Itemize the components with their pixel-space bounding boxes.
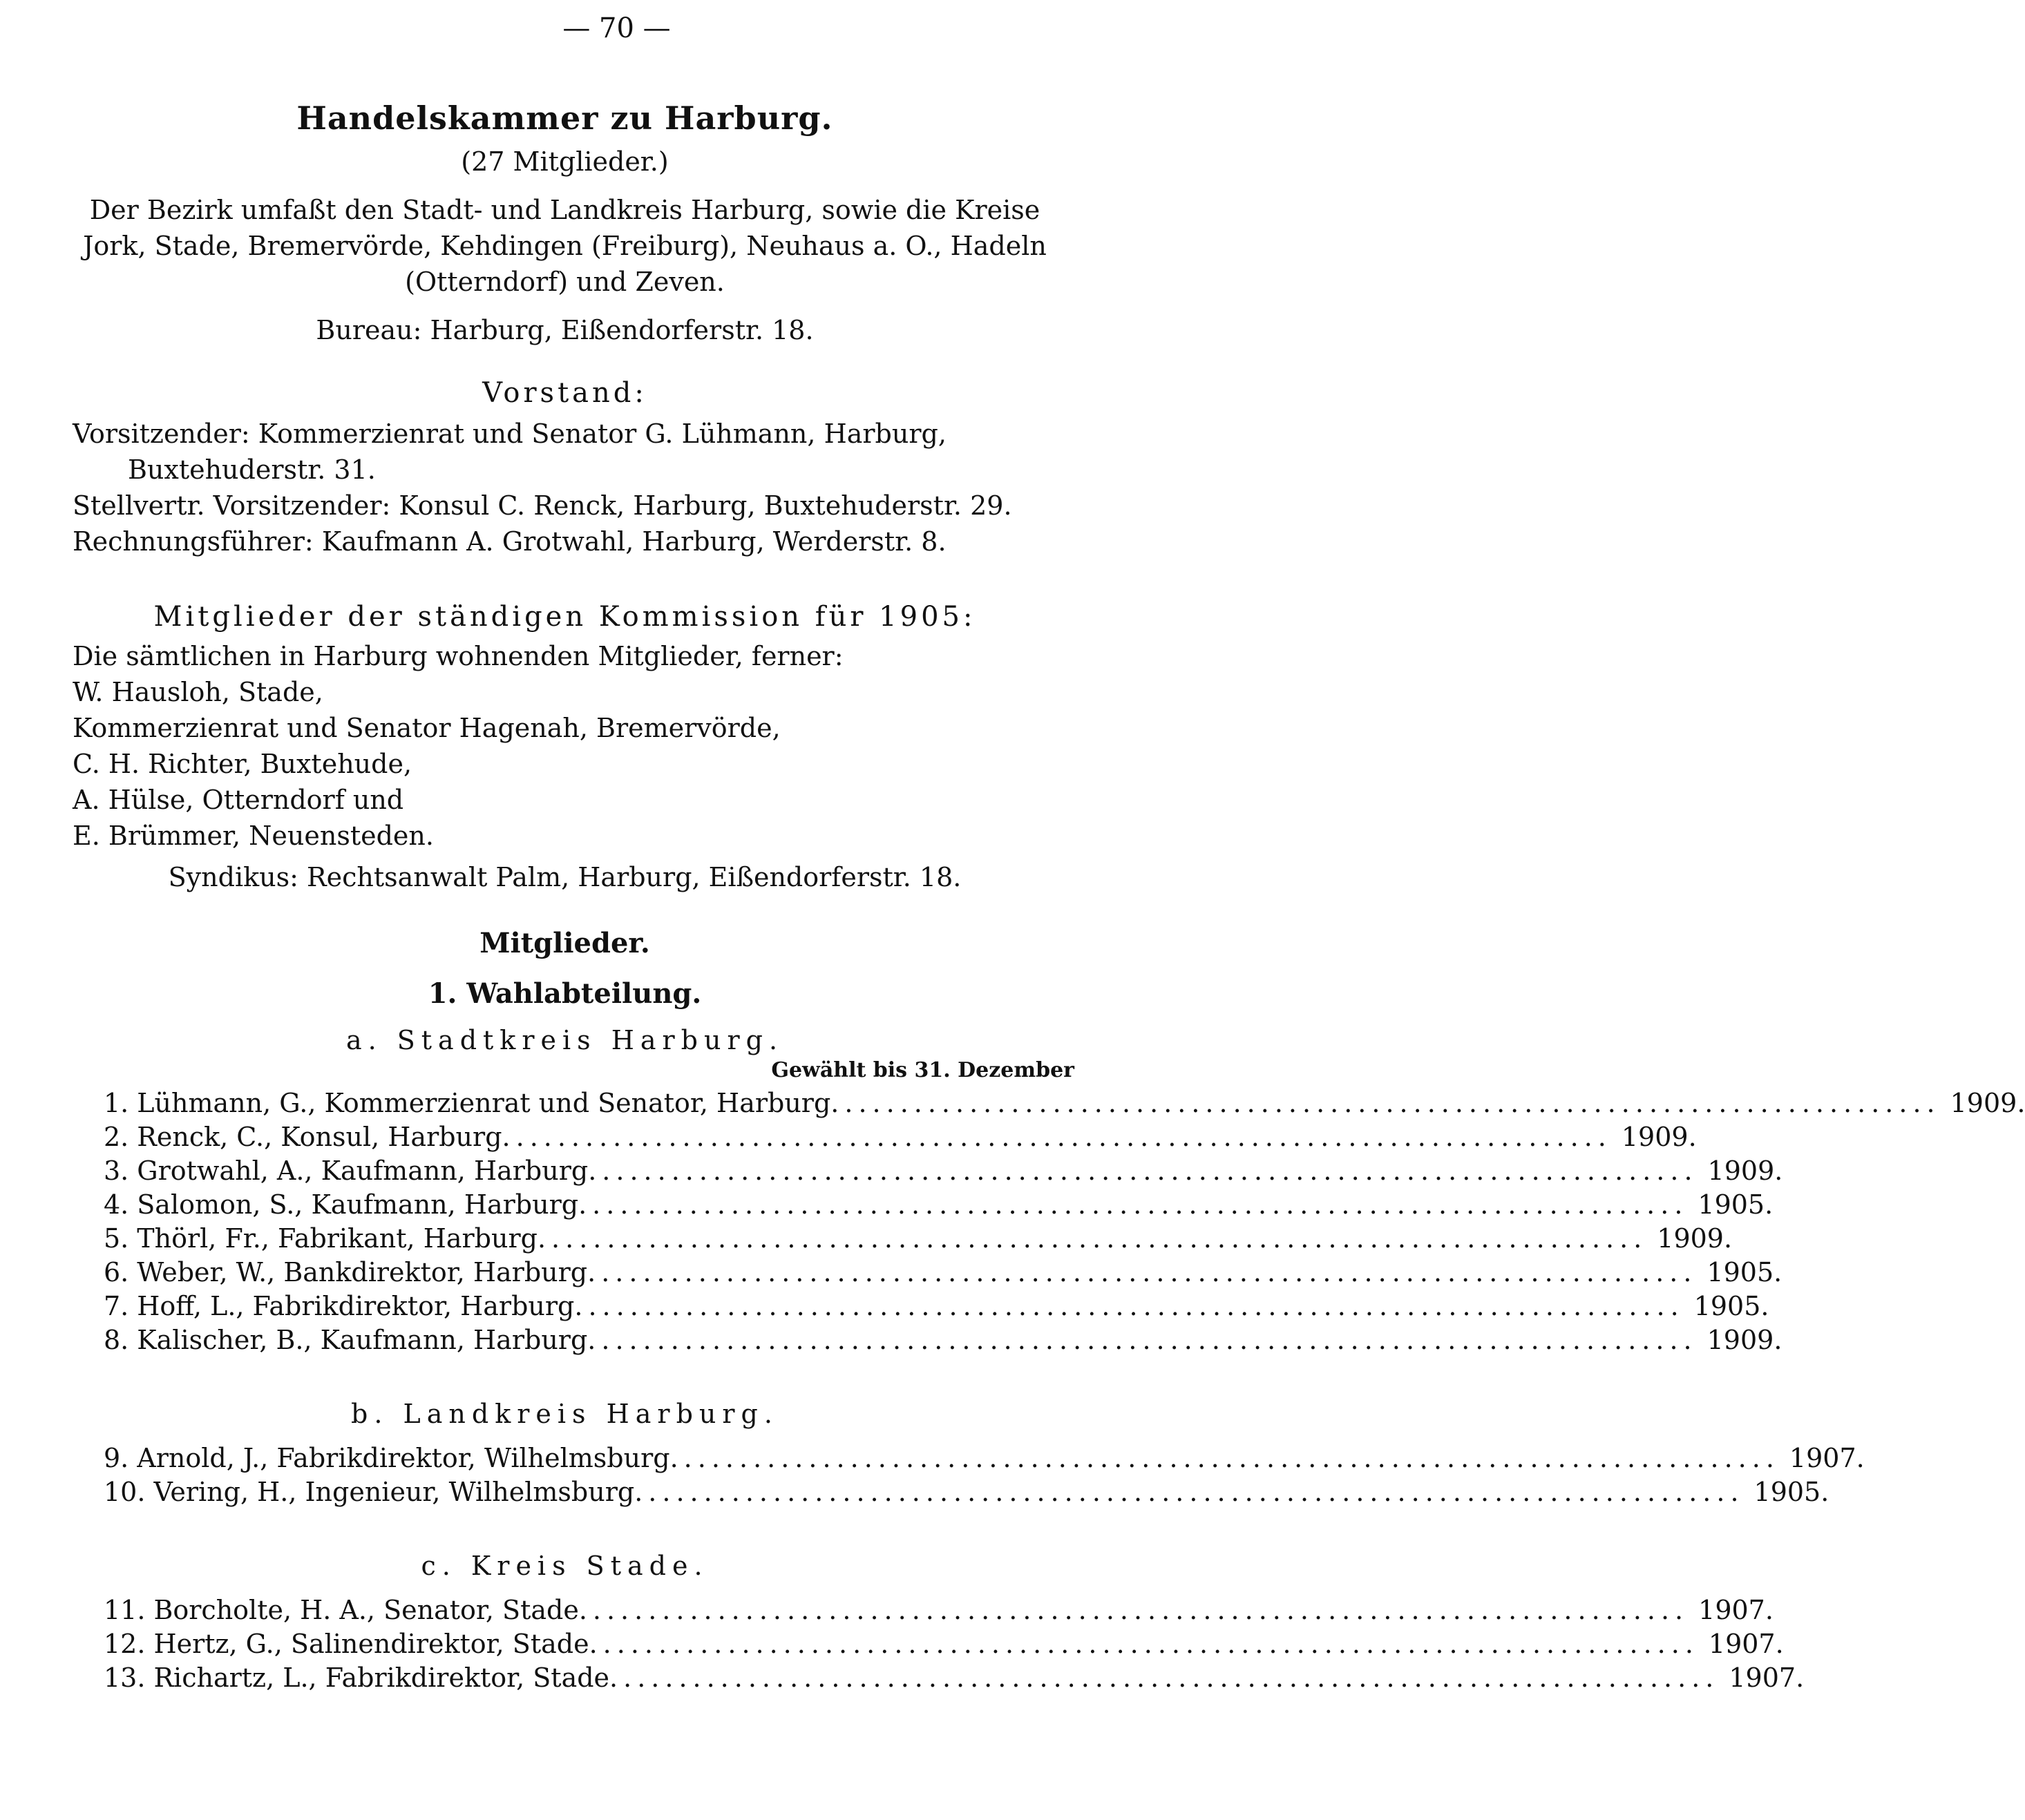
member-row [104, 1188, 1774, 1222]
member-row [104, 1593, 1774, 1627]
member-entry: Salomon, S., Kaufmann, Harburg [137, 1189, 579, 1220]
district-description: Der Bezirk umfaßt den Stadt- und Landkreis Harburg, sowie die Kreise Jork, Stade, Bremervörde, Kehdingen (Freiburg), Neuhaus a. O., Hadeln (Otterndorf) und Zeven. [83, 195, 1047, 297]
member-entry: Borcholte, H. A., Senator, Stade [153, 1595, 579, 1625]
member-row [104, 1475, 1829, 1509]
member-row [104, 1256, 1782, 1290]
member-row [104, 1086, 2025, 1120]
member-entry: Kalischer, B., Kaufmann, Harburg [137, 1325, 588, 1355]
commission-heading: Mitglieder der ständigen Kommission für 1905: [153, 601, 976, 633]
member-row [104, 1154, 1783, 1188]
member-elected-until: 1905. [1706, 1257, 1782, 1287]
member-number: 1. [104, 1088, 129, 1118]
syndikus: Syndikus: Rechtsanwalt Palm, Harburg, Eißendorferstr. 18. [168, 862, 962, 892]
member-elected-until: 1909. [1706, 1325, 1782, 1355]
leader-dots: ................................................................................ [587, 1325, 1698, 1355]
section-title: b. Landkreis Harburg. [351, 1399, 779, 1429]
leader-dots: ................................................................................ [634, 1477, 1744, 1507]
commission-line: Kommerzienrat und Senator Hagenah, Bremervörde, [73, 713, 781, 743]
member-entry: Thörl, Fr., Fabrikant, Harburg [137, 1223, 538, 1254]
member-entry: Hoff, L., Fabrikdirektor, Harburg [137, 1291, 575, 1321]
member-number: 8. [104, 1325, 129, 1355]
vorstand-chair: Vorsitzender: Kommerzienrat und Senator G. Lühmann, Harburg, Buxtehuderstr. 31. [73, 419, 947, 485]
member-entry: Vering, H., Ingenieur, Wilhelmsburg [153, 1477, 635, 1507]
commission-list [73, 638, 1057, 854]
member-entry: Weber, W., Bankdirektor, Harburg [137, 1257, 588, 1287]
leader-dots: ................................................................................ [537, 1223, 1648, 1254]
wahlabteilung-heading: 1. Wahlabteilung. [428, 977, 702, 1010]
member-number: 11. [104, 1595, 146, 1625]
commission-line: W. Hausloh, Stade, [73, 677, 323, 707]
member-number: 9. [104, 1443, 129, 1473]
member-elected-until: 1909. [1657, 1223, 1733, 1254]
member-number: 7. [104, 1291, 129, 1321]
commission-line: A. Hülse, Otterndorf und [73, 785, 404, 815]
leader-dots: ................................................................................ [578, 1189, 1689, 1220]
leader-dots: ................................................................................ [587, 1257, 1698, 1287]
member-row [104, 1627, 1784, 1661]
page-title: Handelskammer zu Harburg. [296, 99, 833, 137]
vorstand-treasurer: Rechnungsführer: Kaufmann A. Grotwahl, Harburg, Werderstr. 8. [73, 526, 947, 557]
member-number: 6. [104, 1257, 129, 1287]
member-elected-until: 1909. [1707, 1156, 1783, 1186]
members-list [73, 1441, 1865, 1509]
bureau-address: Bureau: Harburg, Eißendorferstr. 18. [316, 315, 814, 345]
leader-dots: ................................................................................ [609, 1663, 1720, 1693]
section-title: a. Stadtkreis Harburg. [345, 1025, 784, 1055]
commission-line: Die sämtlichen in Harburg wohnenden Mitglieder, ferner: [73, 641, 844, 671]
member-elected-until: 1909. [1621, 1122, 1697, 1152]
member-number: 12. [104, 1629, 146, 1659]
leader-dots: ................................................................................ [502, 1122, 1612, 1152]
member-elected-until: 1905. [1693, 1291, 1769, 1321]
commission-line: C. H. Richter, Buxtehude, [73, 749, 412, 779]
vorstand-heading: Vorstand: [482, 377, 647, 409]
member-elected-until: 1907. [1708, 1629, 1784, 1659]
member-count: (27 Mitglieder.) [461, 146, 669, 177]
commission-line: E. Brümmer, Neuensteden. [73, 821, 434, 851]
member-number: 2. [104, 1122, 129, 1152]
member-number: 13. [104, 1663, 146, 1693]
leader-dots: ................................................................................ [574, 1291, 1684, 1321]
leader-dots: ................................................................................ [669, 1443, 1780, 1473]
member-row [104, 1323, 1782, 1357]
elected-until-header: Gewählt bis 31. Dezember [771, 1058, 1074, 1082]
member-elected-until: 1909. [1950, 1088, 2025, 1118]
member-entry: Grotwahl, A., Kaufmann, Harburg [137, 1156, 589, 1186]
member-number: 5. [104, 1223, 129, 1254]
leader-dots: ................................................................................ [589, 1629, 1699, 1659]
members-heading: Mitglieder. [479, 927, 650, 959]
member-number: 4. [104, 1189, 129, 1220]
member-row [104, 1441, 1865, 1475]
leader-dots: ................................................................................ [578, 1595, 1689, 1625]
member-entry: Lühmann, G., Kommerzienrat und Senator, Harburg [137, 1088, 831, 1118]
member-row [104, 1222, 1733, 1256]
member-elected-until: 1905. [1753, 1477, 1829, 1507]
member-elected-until: 1907. [1789, 1443, 1865, 1473]
member-row [104, 1290, 1769, 1323]
member-elected-until: 1905. [1698, 1189, 1774, 1220]
page-number: — 70 — [562, 12, 671, 44]
members-list [73, 1593, 1805, 1695]
section-title: c. Kreis Stade. [421, 1551, 709, 1581]
vorstand-deputy: Stellvertr. Vorsitzender: Konsul C. Renck, Harburg, Buxtehuderstr. 29. [73, 490, 1012, 521]
member-entry: Hertz, G., Salinendirektor, Stade [153, 1629, 589, 1659]
member-entry: Arnold, J., Fabrikdirektor, Wilhelmsburg [137, 1443, 670, 1473]
member-number: 3. [104, 1156, 129, 1186]
member-entry: Richartz, L., Fabrikdirektor, Stade [153, 1663, 610, 1693]
members-list [73, 1086, 2025, 1357]
leader-dots: ................................................................................ [830, 1088, 1941, 1118]
leader-dots: ................................................................................ [588, 1156, 1698, 1186]
member-elected-until: 1907. [1698, 1595, 1774, 1625]
member-row [104, 1120, 1697, 1154]
member-number: 10. [104, 1477, 146, 1507]
member-elected-until: 1907. [1729, 1663, 1805, 1693]
member-row [104, 1661, 1805, 1695]
member-entry: Renck, C., Konsul, Harburg [137, 1122, 502, 1152]
